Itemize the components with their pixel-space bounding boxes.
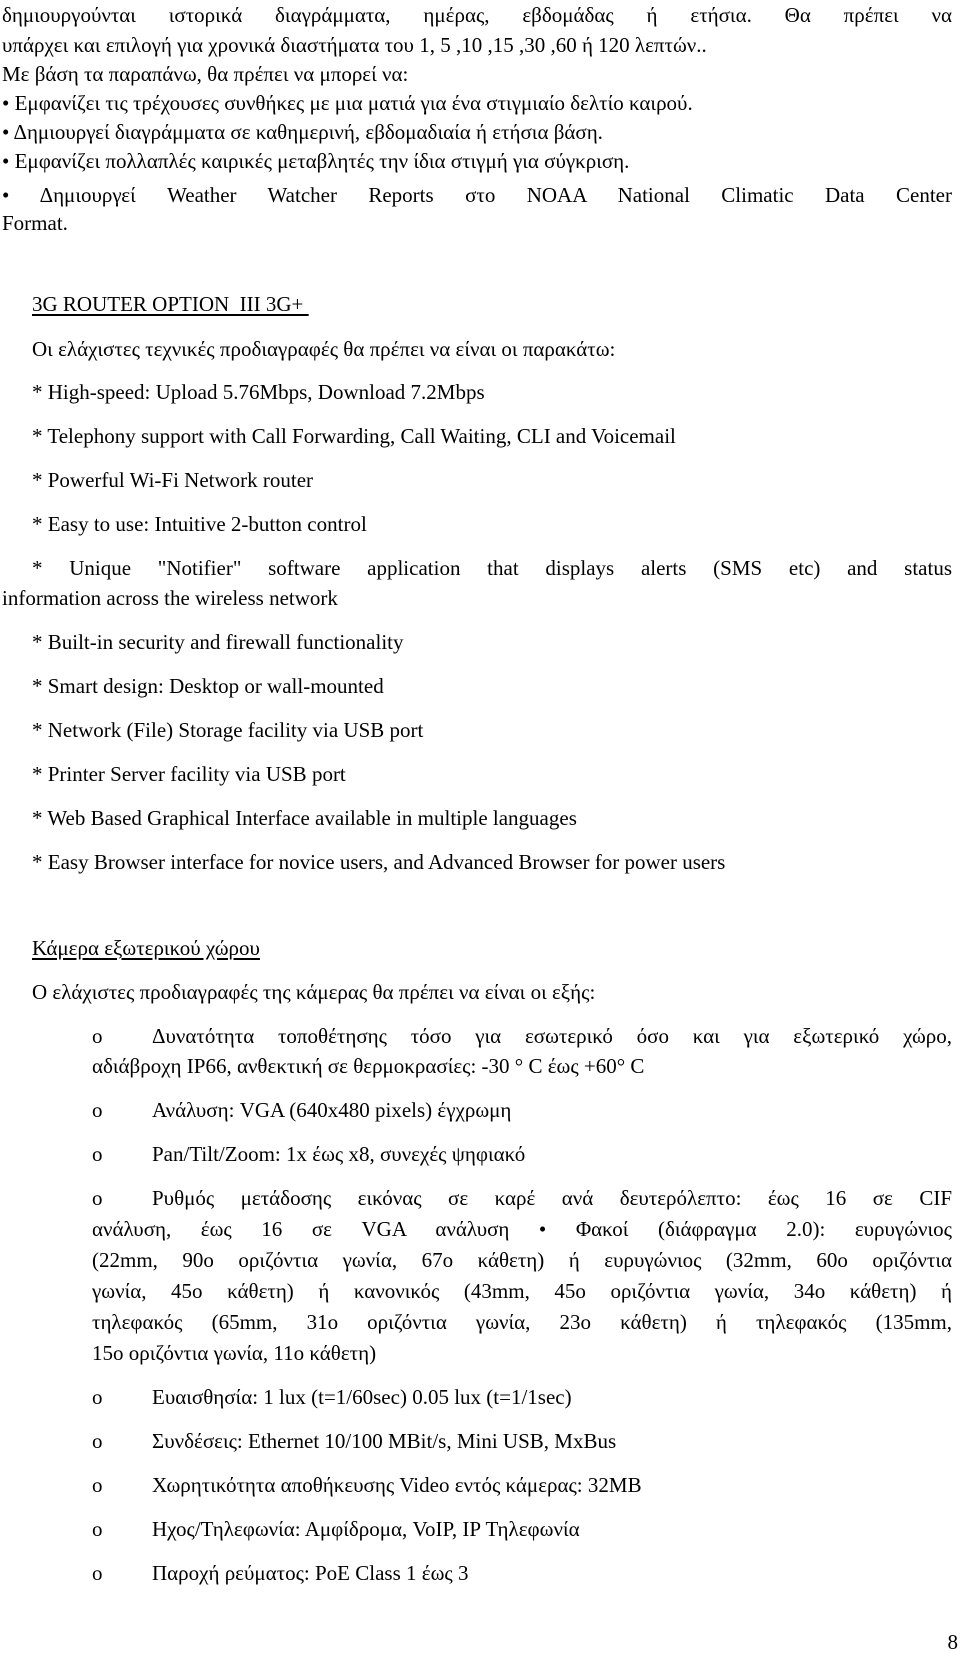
camera-item-4-line-3: (22mm, 90ο οριζόντια γωνία, 67ο κάθετη) ή ευρυγώνιος (32mm, 60ο οριζόντια [92, 1248, 952, 1272]
router-spec-7: * Smart design: Desktop or wall-mounted [32, 674, 384, 698]
list-bullet: o [92, 1517, 103, 1541]
router-spec-9: * Printer Server facility via USB port [32, 762, 346, 786]
camera-intro: Ο ελάχιστες προδιαγραφές της κάμερας θα πρέπει να είναι οι εξής: [32, 980, 596, 1004]
list-bullet: o [92, 1473, 103, 1497]
camera-item-3: Pan/Tilt/Zoom: 1x έως x8, συνεχές ψηφιακό [152, 1142, 526, 1166]
intro-line-1: δημιουργούνται ιστορικά διαγράμματα, ημέρας, εβδομάδας ή ετήσια. Θα πρέπει να [2, 3, 952, 27]
router-intro: Οι ελάχιστες τεχνικές προδιαγραφές θα πρέπει να είναι οι παρακάτω: [32, 337, 616, 361]
camera-item-4-line-6: 15ο οριζόντια γωνία, 11ο κάθετη) [92, 1341, 377, 1365]
intro-bullet-4-continuation: Format. [2, 211, 68, 235]
camera-item-4-line-4: γωνία, 45ο κάθετη) ή κανονικός (43mm, 45ο οριζόντια γωνία, 34ο κάθετη) ή [92, 1279, 952, 1303]
camera-item-1-line-1: Δυνατότητα τοποθέτησης τόσο για εσωτερικό όσο και για εξωτερικό χώρο, [152, 1024, 952, 1048]
intro-line-2: υπάρχει και επιλογή για χρονικά διαστήματα του 1, 5 ,10 ,15 ,30 ,60 ή 120 λεπτών.. [2, 33, 707, 57]
router-spec-3: * Powerful Wi-Fi Network router [32, 468, 314, 492]
camera-item-5: Ευαισθησία: 1 lux (t=1/60sec) 0.05 lux (t=1/1sec) [152, 1385, 572, 1409]
router-spec-4: * Easy to use: Intuitive 2-button control [32, 512, 367, 536]
camera-item-6: Συνδέσεις: Ethernet 10/100 MBit/s, Mini USB, MxBus [152, 1429, 617, 1453]
router-spec-2: * Telephony support with Call Forwarding, Call Waiting, CLI and Voicemail [32, 424, 676, 448]
router-spec-1: * High-speed: Upload 5.76Mbps, Download 7.2Mbps [32, 380, 485, 404]
list-bullet: o [92, 1429, 103, 1453]
camera-item-4-line-1: Ρυθμός μετάδοσης εικόνας σε καρέ ανά δευτερόλεπτο: έως 16 σε CIF [152, 1186, 952, 1210]
camera-item-1-line-2: αδιάβροχη IP66, ανθεκτική σε θερμοκρασίες: -30 ° C έως +60° C [92, 1054, 645, 1078]
camera-item-4-line-5: τηλεφακός (65mm, 31ο οριζόντια γωνία, 23ο κάθετη) ή τηλεφακός (135mm, [92, 1310, 952, 1334]
intro-bullet-2: • Δημιουργεί διαγράμματα σε καθημερινή, εβδομαδιαία ή ετήσια βάση. [2, 120, 603, 144]
list-bullet: o [92, 1561, 103, 1585]
camera-heading: Κάμερα εξωτερικού χώρου [32, 936, 260, 960]
camera-item-8: Ηχος/Τηλεφωνία: Αμφίδρομα, VoIP, IP Τηλεφωνία [152, 1517, 580, 1541]
list-bullet: o [92, 1186, 103, 1210]
camera-item-7: Χωρητικότητα αποθήκευσης Video εντός κάμερας: 32MB [152, 1473, 642, 1497]
intro-bullet-3: • Εμφανίζει πολλαπλές καιρικές μεταβλητές την ίδια στιγμή για σύγκριση. [2, 149, 630, 173]
list-bullet: o [92, 1098, 103, 1122]
router-spec-5-continuation: information across the wireless network [2, 586, 338, 610]
router-spec-8: * Network (File) Storage facility via USB port [32, 718, 424, 742]
page-number: 8 [947, 1630, 958, 1654]
camera-item-2: Ανάλυση: VGA (640x480 pixels) έγχρωμη [152, 1098, 512, 1122]
intro-line-3: Με βάση τα παραπάνω, θα πρέπει να μπορεί να: [2, 62, 409, 86]
router-spec-11: * Easy Browser interface for novice users, and Advanced Browser for power users [32, 850, 726, 874]
router-spec-10: * Web Based Graphical Interface available in multiple languages [32, 806, 577, 830]
router-heading: 3G ROUTER OPTION III 3G+ [32, 292, 309, 316]
intro-bullet-4: • Δημιουργεί Weather Watcher Reports στο NOAA National Climatic Data Center [2, 183, 952, 207]
list-bullet: o [92, 1385, 103, 1409]
list-bullet: o [92, 1142, 103, 1166]
intro-bullet-1: • Εμφανίζει τις τρέχουσες συνθήκες με μια ματιά για ένα στιγμιαίο δελτίο καιρού. [2, 91, 693, 115]
camera-item-9: Παροχή ρεύματος: PoE Class 1 έως 3 [152, 1561, 469, 1585]
list-bullet: o [92, 1024, 103, 1048]
camera-item-4-line-2: ανάλυση, έως 16 σε VGA ανάλυση • Φακοί (διάφραγμα 2.0): ευρυγώνιος [92, 1217, 952, 1241]
router-spec-6: * Built-in security and firewall functionality [32, 630, 404, 654]
router-spec-5: * Unique "Notifier" software application that displays alerts (SMS etc) and status [32, 556, 952, 580]
